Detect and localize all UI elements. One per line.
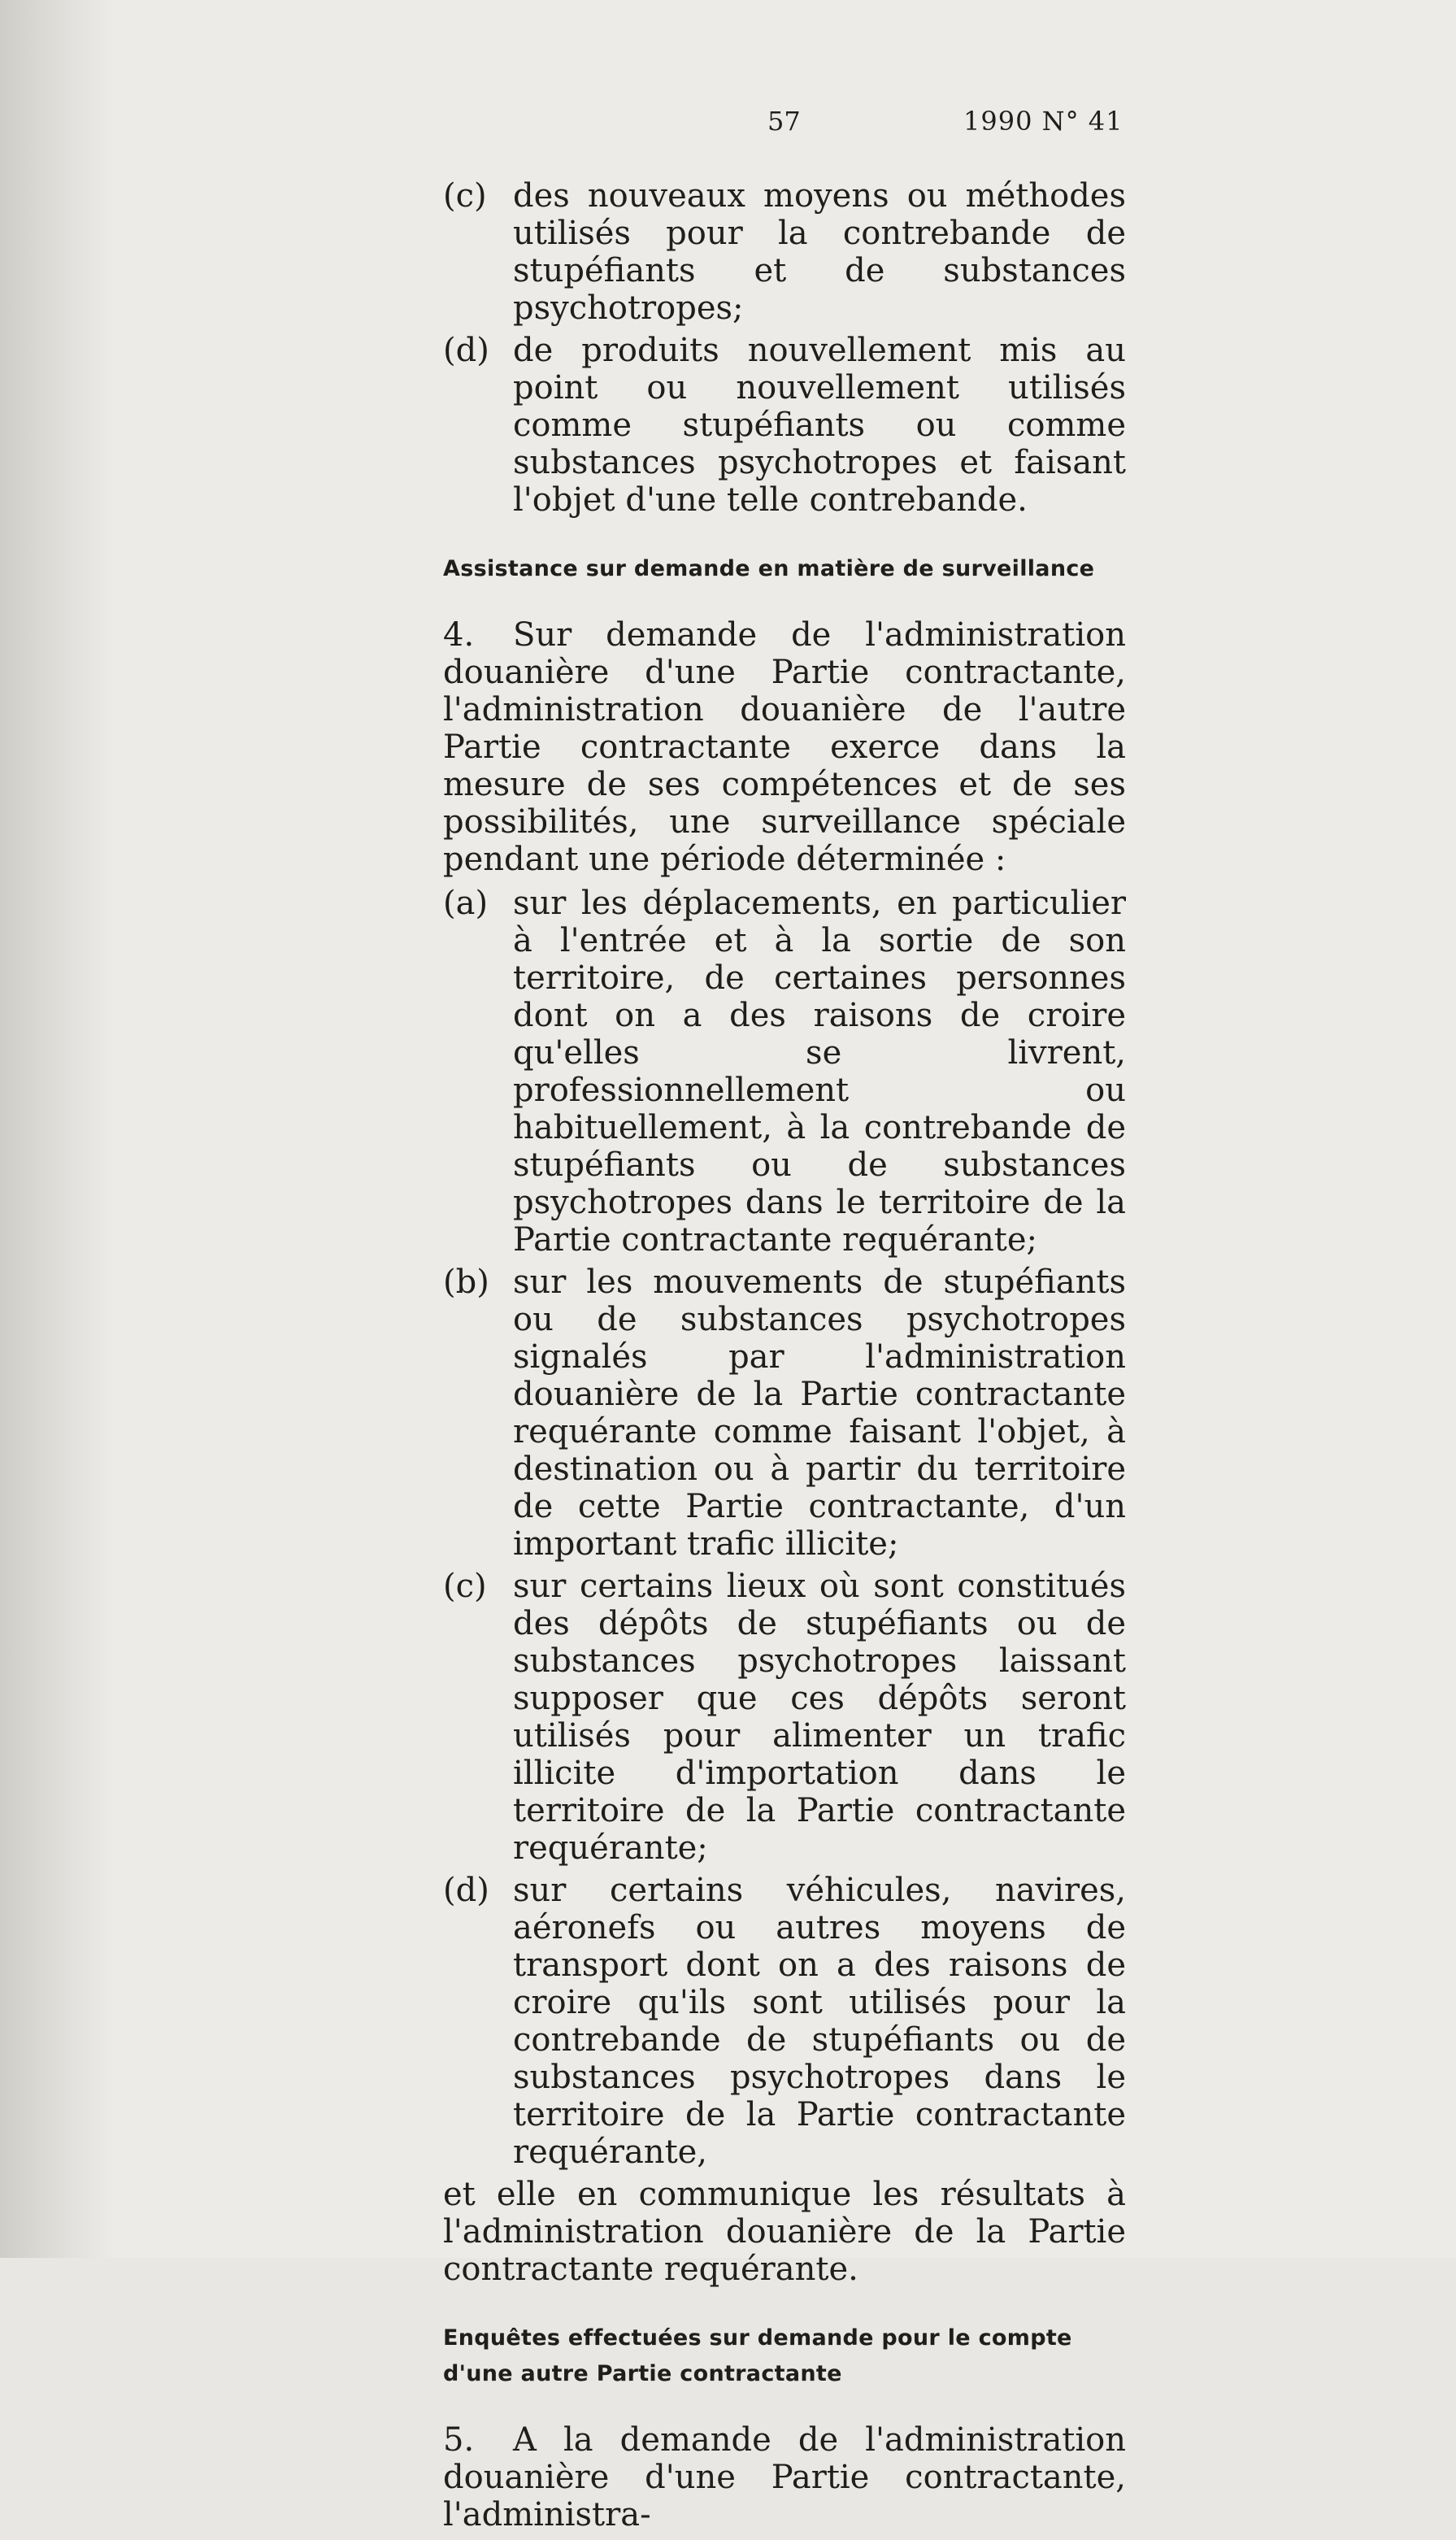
item-label: (d) [443, 332, 489, 369]
section-heading: Enquêtes effectuées sur demande pour le compte d'une autre Partie contractante [443, 2325, 1072, 2386]
item-text: sur certains lieux où sont constitués des dépôts de stupéfiants ou de substances psychotropes laissant supposer que ces dépôts seront utilisés pour alimenter un trafic illicite d'importation dans le territoire de la Partie contractante requérante; [513, 1568, 1126, 1867]
item-text: sur certains véhicules, navires, aéronefs ou autres moyens de transport dont on a des raisons de croire qu'ils sont utilisés pour la contrebande de stupéfiants ou de substances psychotropes dans le territoire de la Partie contractante requérante, [513, 1872, 1126, 2171]
year-number: 1990 N° 41 [963, 106, 1124, 137]
list-item [443, 1263, 1126, 1563]
paragraph-text: Sur demande de l'administration douanière d'une Partie contractante, l'administration douanière de l'autre Partie contractante exerce dans la mesure de ses compétences et de ses possibilités, une surveillance spéciale pendant une période déterminée : [443, 616, 1126, 878]
item-label: (c) [443, 177, 487, 215]
page-header [0, 106, 1456, 146]
item-label: (c) [443, 1568, 487, 1605]
page-edge-shadow [0, 0, 114, 2258]
closing-paragraph: et elle en communique les résultats à l'administration douanière de la Partie contractante requérante. [443, 2176, 1126, 2288]
section-heading: Assistance sur demande en matière de surveillance [443, 556, 1095, 581]
item-text: sur les déplacements, en particulier à l'entrée et à la sortie de son territoire, de certaines personnes dont on a des raisons de croire qu'elles se livrent, professionnellement ou habituellement, à la contrebande de stupéfiants ou de substances psychotropes dans le territoire de la Partie contractante requérante; [513, 885, 1126, 1259]
page-number: 57 [767, 106, 801, 137]
list-item [443, 332, 1126, 519]
paragraph-number: 5. [443, 2421, 475, 2459]
item-text: des nouveaux moyens ou méthodes utilisés pour la contrebande de stupéfiants et de substances psychotropes; [513, 177, 1126, 327]
paragraph-number: 4. [443, 616, 475, 654]
list-item [443, 177, 1126, 327]
item-label: (a) [443, 885, 489, 922]
item-label: (b) [443, 1263, 489, 1301]
list-item [443, 885, 1126, 1259]
text-column [443, 177, 1126, 2540]
list-item [443, 1872, 1126, 2171]
paragraph-text: A la demande de l'administration douanière d'une Partie contractante, l'administra- [443, 2421, 1126, 2533]
paragraph-4 [443, 616, 1126, 878]
item-text: de produits nouvellement mis au point ou nouvellement utilisés comme stupéfiants ou comme substances psychotropes et faisant l'objet d'une telle contrebande. [513, 332, 1126, 519]
item-text: sur les mouvements de stupéfiants ou de substances psychotropes signalés par l'administration douanière de la Partie contractante requérante comme faisant l'objet, à destination ou à partir du territoire de cette Partie contractante, d'un important trafic illicite; [513, 1263, 1126, 1563]
list-item [443, 1568, 1126, 1867]
item-label: (d) [443, 1872, 489, 1909]
paragraph-5 [443, 2421, 1126, 2533]
